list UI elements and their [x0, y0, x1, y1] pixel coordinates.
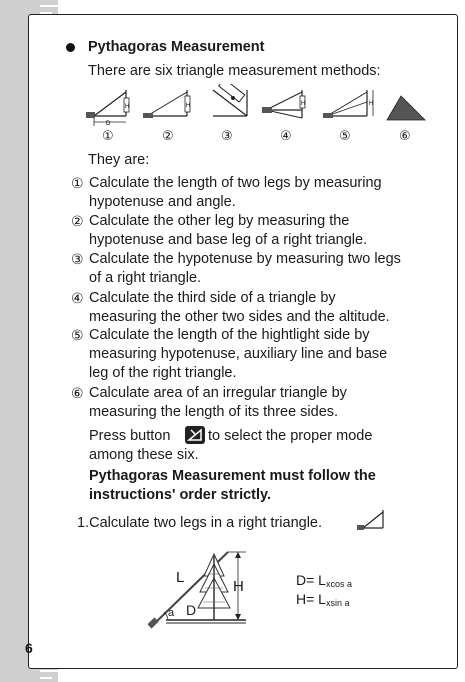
svg-text:H: H	[186, 103, 191, 109]
formula-h-lhs: H= L	[296, 591, 326, 607]
item-line: Calculate the third side of a triangle by	[89, 290, 336, 306]
step1-text: 1.Calculate two legs in a right triangle.	[77, 515, 323, 531]
icon-label-1: ①	[102, 128, 114, 143]
diagram-label-l: L	[176, 569, 185, 586]
item-line: Calculate area of an irregular triangle by	[89, 385, 347, 401]
item-line: Calculate the other leg by measuring the	[89, 213, 350, 229]
item-line: measuring the length of its three sides.	[89, 404, 339, 420]
svg-text:H: H	[369, 101, 374, 107]
method2-diagram-icon	[143, 88, 199, 128]
item-line: hypotenuse and angle.	[89, 194, 236, 210]
item-number: ①	[71, 175, 84, 191]
icon-label-3: ③	[221, 128, 233, 143]
formula-d-lhs: D= L	[296, 572, 326, 588]
item-number: ③	[71, 251, 84, 267]
icon-label-6: ⑥	[399, 128, 411, 143]
page-number: 6	[25, 640, 33, 656]
icon-label-4: ④	[280, 128, 292, 143]
diagram-label-d: D	[186, 602, 197, 618]
svg-text:H: H	[125, 104, 130, 110]
method5-diagram-icon	[323, 88, 379, 128]
item-line: Calculate the length of two legs by measuring	[89, 175, 382, 191]
item-line: measuring hypotenuse, auxiliary line and base	[89, 346, 388, 362]
bullet-icon	[66, 43, 75, 52]
diagram-label-h: H	[233, 578, 244, 595]
item-line: leg of the right triangle.	[89, 365, 237, 381]
press-button-suffix: to select the proper mode	[208, 428, 373, 444]
method1-diagram-icon	[86, 88, 142, 128]
item-number: ②	[71, 213, 84, 229]
press-button-line2: among these six.	[89, 447, 199, 463]
press-button-text: Press button	[89, 428, 171, 444]
warning-line: instructions' order strictly.	[89, 487, 272, 503]
icon-label-2: ②	[162, 128, 174, 143]
formula-d-times: x	[325, 579, 331, 589]
mode-button-icon	[185, 426, 205, 444]
item-line: Calculate the hypotenuse by measuring two legs	[89, 251, 401, 267]
formula-d-fn: cos a	[330, 579, 352, 589]
method4-diagram-icon	[262, 88, 318, 128]
diagram-label-angle: a	[168, 607, 175, 619]
method6-diagram-icon	[385, 94, 429, 124]
step1-triangle-icon	[357, 508, 387, 532]
item-number: ④	[71, 290, 84, 306]
svg-text:D: D	[106, 121, 111, 127]
item-line: measuring the other two sides and the altitude.	[89, 309, 390, 325]
intro-text: There are six triangle measurement methods:	[88, 63, 381, 79]
item-number: ⑤	[71, 327, 84, 343]
formula-h	[296, 591, 349, 607]
method3-diagram-icon	[203, 84, 259, 128]
they-are-label: They are:	[88, 152, 150, 168]
item-line: of a right triangle.	[89, 270, 202, 286]
heading-text: Pythagoras Measurement	[88, 39, 265, 55]
formula-d	[296, 572, 352, 588]
formula-h-fn: sin a	[330, 598, 350, 608]
svg-text:H: H	[301, 101, 306, 107]
icon-label-5: ⑤	[339, 128, 351, 143]
formula-h-times: x	[325, 598, 331, 608]
item-number: ⑥	[71, 385, 84, 401]
warning-line: Pythagoras Measurement must follow the	[89, 468, 376, 484]
item-line: Calculate the length of the hightlight side by	[89, 327, 370, 343]
item-line: hypotenuse and base leg of a right triangle.	[89, 232, 368, 248]
